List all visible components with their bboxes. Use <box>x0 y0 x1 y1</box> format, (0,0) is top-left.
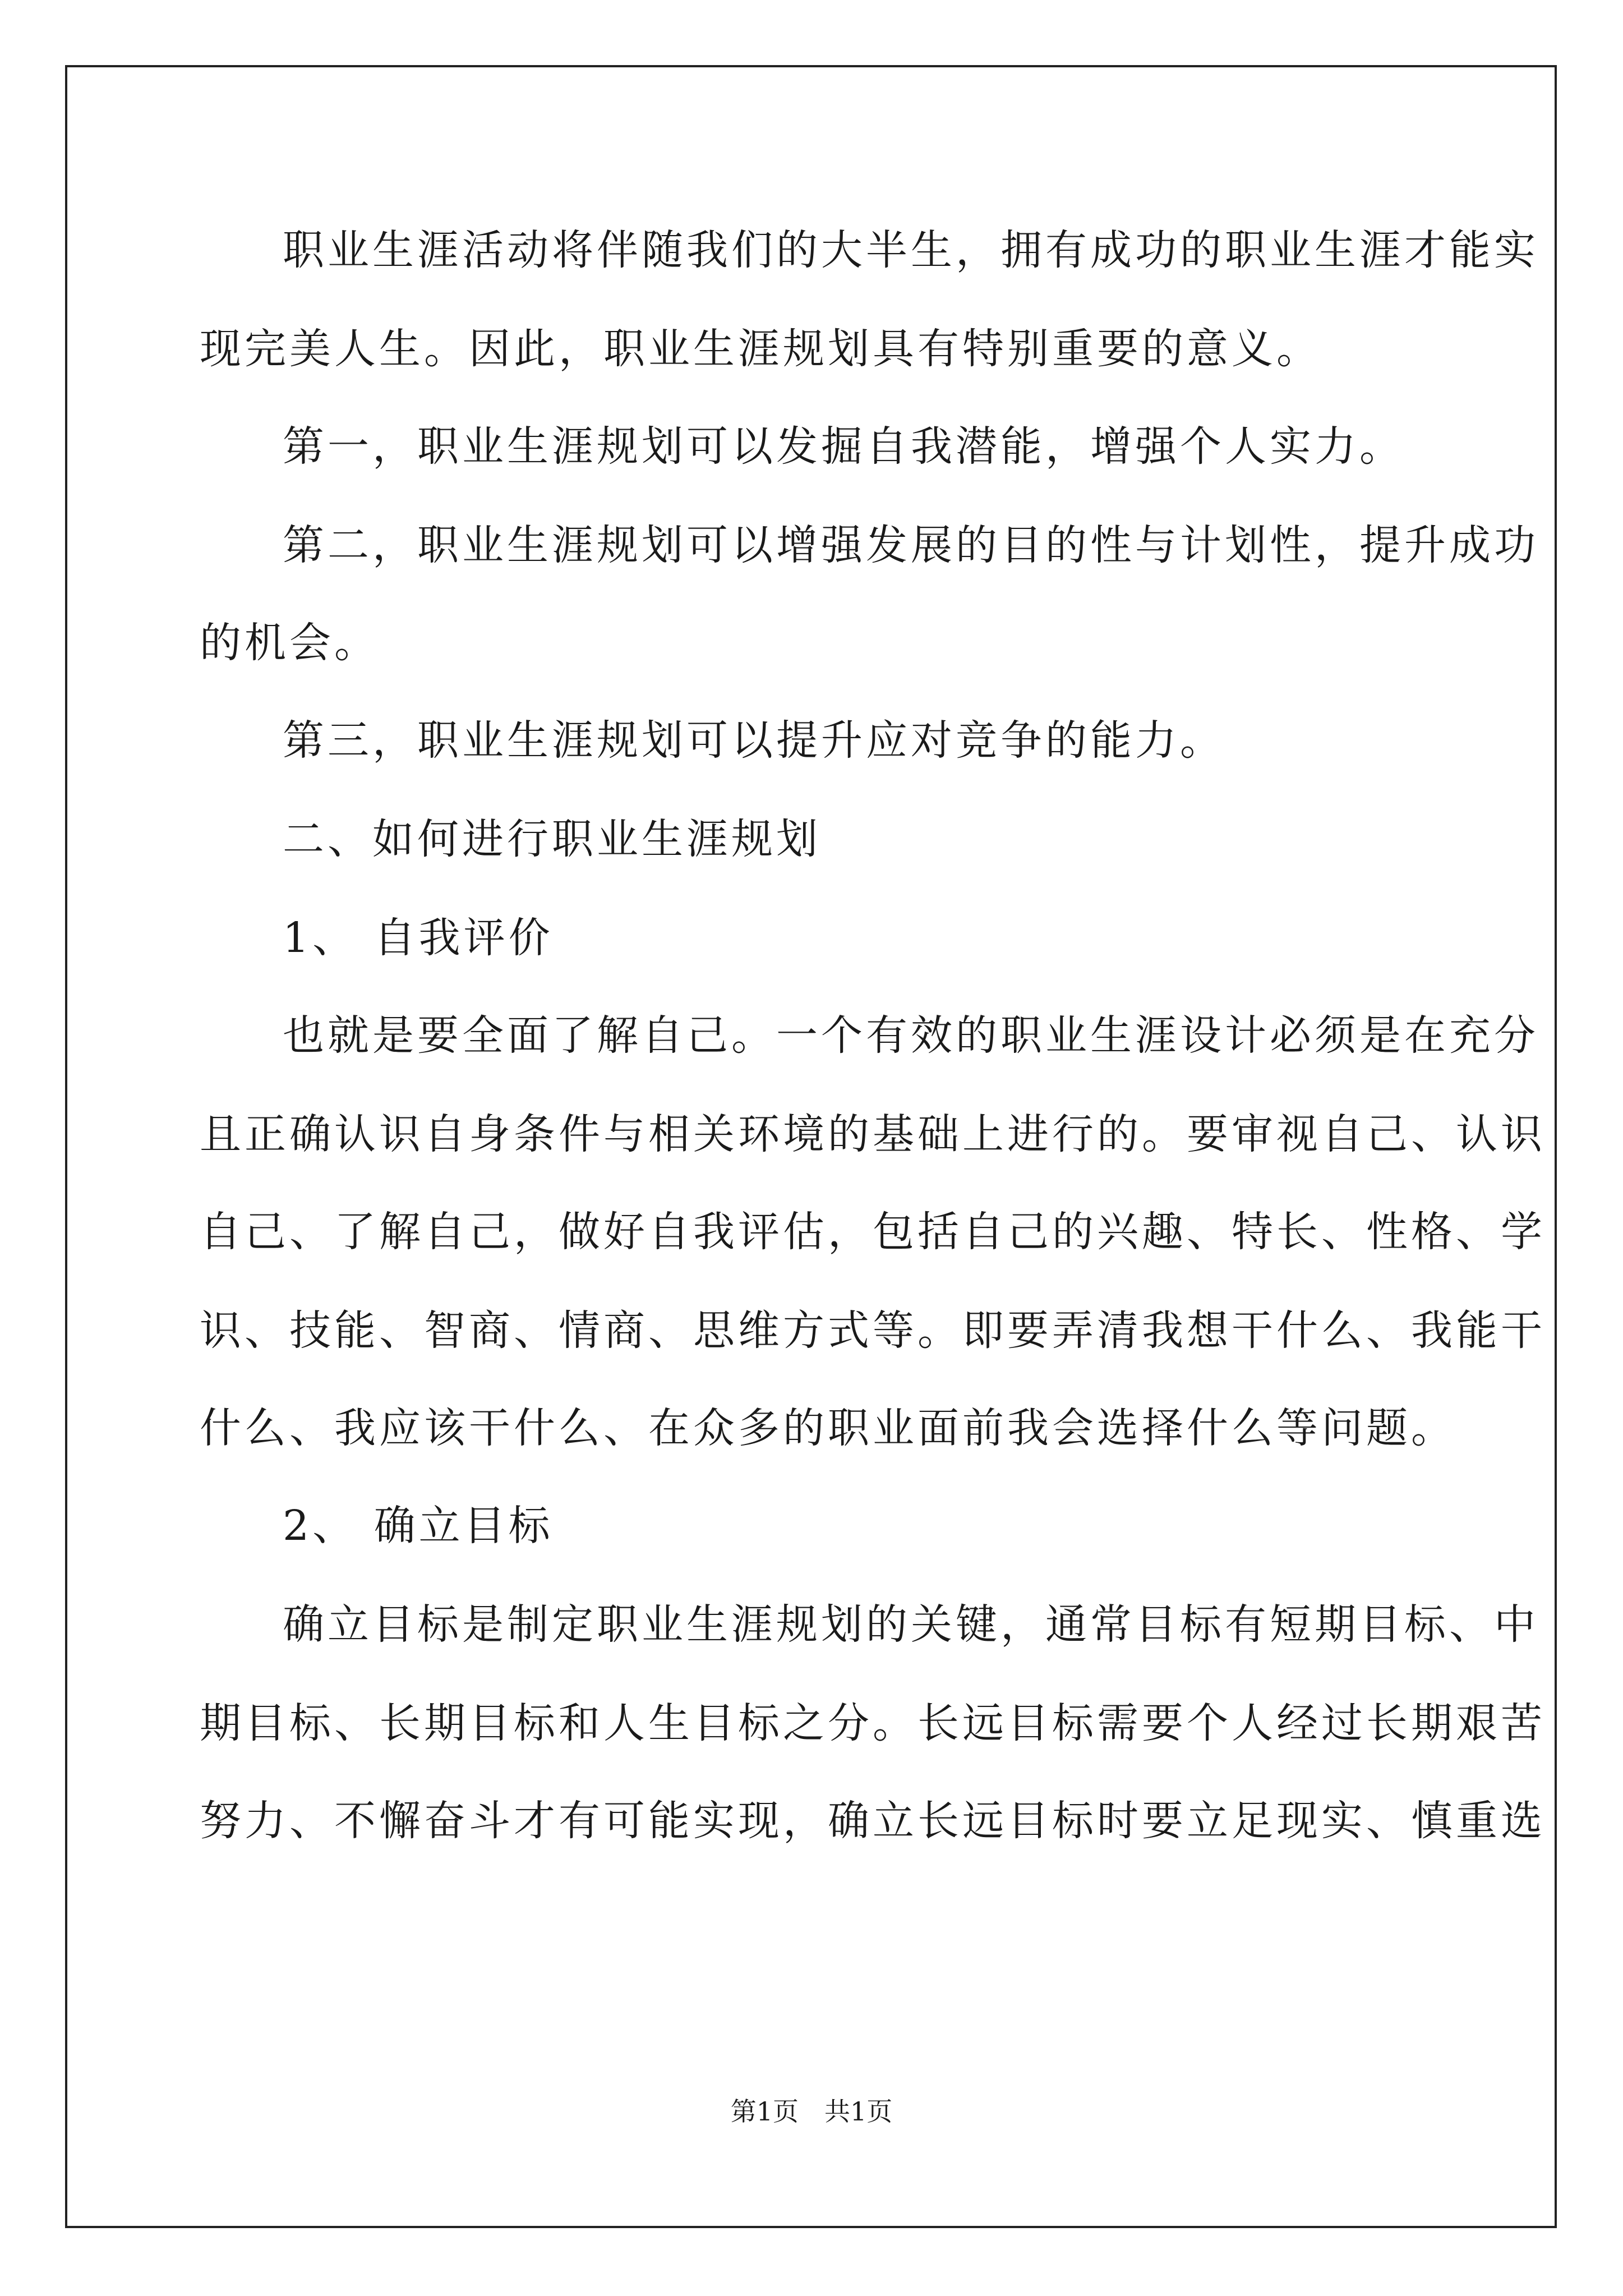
paragraph-line: 识、技能、智商、情商、思维方式等。即要弄清我想干什么、我能干 <box>200 1306 1546 1355</box>
page-total: 共1页 <box>824 2096 893 2127</box>
page-number: 第1页 <box>730 2096 799 2127</box>
subsection-heading: 1、 自我评价 <box>283 914 554 962</box>
paragraph-line: 第一，职业生涯规划可以发掘自我潜能，增强个人实力。 <box>283 422 1404 471</box>
paragraph-line: 也就是要全面了解自己。一个有效的职业生涯设计必须是在充分 <box>283 1011 1539 1060</box>
paragraph-line: 确立目标是制定职业生涯规划的关键，通常目标有短期目标、中 <box>283 1600 1539 1649</box>
subsection-heading: 2、 确立目标 <box>283 1502 554 1550</box>
paragraph-line: 努力、不懈奋斗才有可能实现，确立长远目标时要立足现实、慎重选 <box>200 1797 1546 1845</box>
paragraph-line: 自己、了解自己，做好自我评估，包括自己的兴趣、特长、性格、学 <box>200 1208 1546 1256</box>
paragraph-line: 第三，职业生涯规划可以提升应对竞争的能力。 <box>283 716 1225 765</box>
paragraph-line: 第二，职业生涯规划可以增强发展的目的性与计划性，提升成功 <box>283 521 1539 569</box>
page-footer <box>0 2095 1623 2128</box>
paragraph-line: 且正确认识自身条件与相关环境的基础上进行的。要审视自己、认识 <box>200 1110 1546 1158</box>
paragraph-line: 期目标、长期目标和人生目标之分。长远目标需要个人经过长期艰苦 <box>200 1699 1546 1747</box>
section-heading: 二、如何进行职业生涯规划 <box>283 815 821 863</box>
paragraph-line: 什么、我应该干什么、在众多的职业面前我会选择什么等问题。 <box>200 1404 1456 1452</box>
paragraph-line: 职业生涯活动将伴随我们的大半生，拥有成功的职业生涯才能实 <box>283 226 1539 274</box>
paragraph-line: 现完美人生。因此，职业生涯规划具有特别重要的意义。 <box>200 325 1321 373</box>
paragraph-line: 的机会。 <box>200 619 379 667</box>
